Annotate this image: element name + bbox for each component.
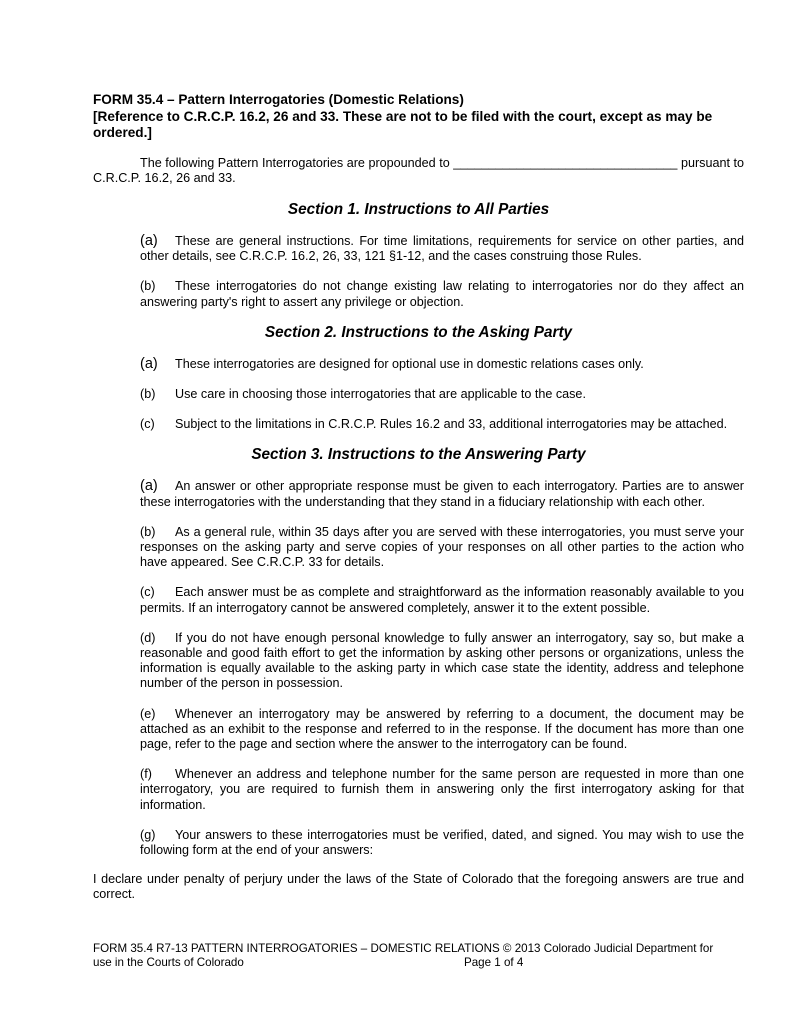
section1-item-a: [140, 234, 744, 264]
item-marker: (c): [140, 417, 155, 432]
section1-heading: Section 1. Instructions to All Parties: [287, 200, 550, 218]
form-title-line2: [Reference to C.R.C.P. 16.2, 26 and 33. These are not to be filed with the court, except as may be ordered.]: [93, 108, 713, 140]
item-marker: (c): [140, 585, 155, 600]
section3-item-a: [140, 479, 744, 509]
item-marker: (f): [140, 767, 152, 782]
section1-item-b: [140, 279, 744, 309]
section3-item-f: [140, 767, 744, 813]
section3-item-b: [140, 525, 744, 571]
item-marker: (a): [140, 355, 158, 372]
item-text: These are general instructions. For time limitations, requirements for service on other parties, and other details, see C.R.C.P. 16.2, 26, 33, 121 §1-12, and the cases construing those Rules.: [140, 233, 744, 264]
item-text: Subject to the limitations in C.R.C.P. Rules 16.2 and 33, additional interrogatories may be attached.: [175, 417, 728, 432]
item-text: These interrogatories do not change existing law relating to interrogatories nor do they affect an answering party's right to assert any privilege or objection.: [140, 279, 744, 309]
item-marker: (e): [140, 706, 156, 721]
intro-paragraph: The following Pattern Interrogatories are propounded to ________________________________ pursuant to C.R.C.P. 16.2, 26 and 33.: [93, 155, 744, 185]
item-marker: (g): [140, 827, 156, 842]
section2-item-a: [140, 357, 744, 372]
item-text: An answer or other appropriate response must be given to each interrogatory. Parties are to answer these interrogatories with the understanding that they stand in a fiduciary relationship with each other.: [140, 479, 744, 509]
item-text: If you do not have enough personal knowledge to fully answer an interrogatory, say so, but make a reasonable and good faith effort to get the information by asking other persons or organizations, unless the information is equally available to the asking party in which case state the identity, address and telephone number of the person in possession.: [140, 630, 744, 691]
item-text: Use care in choosing those interrogatories that are applicable to the case.: [175, 386, 586, 401]
section2-heading: Section 2. Instructions to the Asking Party: [264, 323, 573, 341]
section3-item-d: [140, 631, 744, 692]
item-text: Your answers to these interrogatories must be verified, dated, and signed. You may wish to use the following form at the end of your answers:: [140, 827, 744, 857]
declaration-paragraph: I declare under penalty of perjury under the laws of the State of Colorado that the foregoing answers are true and correct.: [93, 872, 744, 902]
page-number: Page 1 of 4: [464, 956, 524, 970]
item-text: These interrogatories are designed for optional use in domestic relations cases only.: [175, 356, 644, 371]
item-text: Whenever an interrogatory may be answered by referring to a document, the document may be attached as an exhibit to the response and referred to in the response. If the document has more than one page, refer to the page and section where the answer to the interrogatory can be found.: [140, 706, 744, 751]
item-text: As a general rule, within 35 days after you are served with these interrogatories, you must serve your responses on the asking party and serve copies of your responses on all other parties to the action who have appeared. See C.R.C.P. 33 for details.: [140, 524, 744, 570]
section3-item-c: [140, 585, 744, 615]
form-title-line1: FORM 35.4 – Pattern Interrogatories (Domestic Relations): [93, 92, 464, 107]
section2-item-b: [140, 387, 744, 402]
footer-line1: FORM 35.4 R7-13 PATTERN INTERROGATORIES – DOMESTIC RELATIONS © 2013 Colorado Judicial Department for: [93, 942, 714, 955]
item-marker: (b): [140, 524, 156, 539]
item-marker: (a): [140, 232, 158, 249]
item-text: Whenever an address and telephone number for the same person are requested in more than one interrogatory, you are required to furnish them in answering only the first interrogatory asking for that information.: [140, 767, 744, 812]
section2-item-c: [140, 417, 744, 432]
item-marker: (a): [140, 478, 158, 495]
item-marker: (b): [140, 386, 156, 401]
item-marker: (b): [140, 279, 156, 294]
page-footer: [93, 942, 744, 970]
document-body: [93, 92, 744, 903]
item-text: Each answer must be as complete and straightforward as the information reasonably available to you permits. If an interrogatory cannot be answered completely, answer it to the extent possible.: [140, 585, 744, 615]
item-marker: (d): [140, 630, 156, 645]
section3-item-g: [140, 828, 744, 858]
section3-heading: Section 3. Instructions to the Answering Party: [251, 446, 586, 464]
section3-item-e: [140, 707, 744, 753]
footer-line2: use in the Courts of Colorado: [93, 956, 244, 970]
